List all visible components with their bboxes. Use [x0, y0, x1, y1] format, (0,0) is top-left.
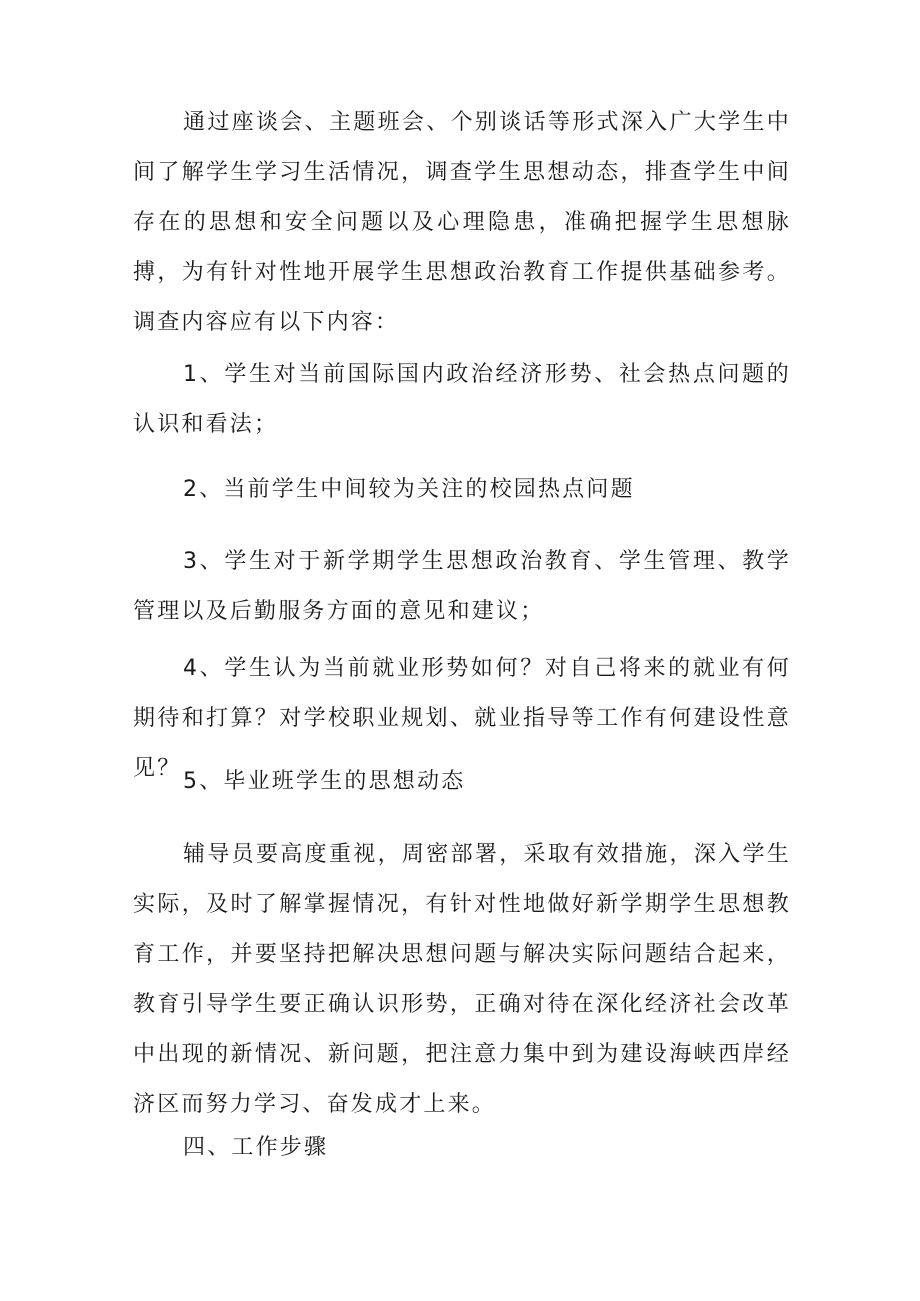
intro-paragraph: 通过座谈会、主题班会、个别谈话等形式深入广大学生中间了解学生学习生活情况，调查学生思想动态，排查学生中间存在的思想和安全问题以及心理隐患，准确把握学生思想脉搏，为有针对性地开展学生思想政治教育工作提供基础参考。调查内容应有以下内容： — [133, 110, 791, 335]
list-item: 2、当前学生中间较为关注的校园热点问题 — [183, 477, 635, 502]
list-item: 5、毕业班学生的思想动态 — [183, 769, 466, 794]
section-heading: 四、工作步骤 — [183, 1135, 329, 1160]
guidance-paragraph: 辅导员要高度重视，周密部署，采取有效措施，深入学生实际，及时了解掌握情况，有针对性地做好新学期学生思想教育工作，并要坚持把解决思想问题与解决实际问题结合起来，教育引导学生要正确认识形势，正确对待在深化经济社会改革中出现的新情况、新问题，把注意力集中到为建设海峡西岸经济区而努力学习、奋发成才上来。 — [133, 842, 791, 1117]
list-item: 1、学生对当前国际国内政治经济形势、社会热点问题的认识和看法； — [133, 362, 791, 437]
list-item: 4、学生认为当前就业形势如何？对自己将来的就业有何期待和打算？对学校职业规划、就业指导等工作有何建设性意见？ — [133, 656, 791, 781]
list-item: 3、学生对于新学期学生思想政治教育、学生管理、教学管理以及后勤服务方面的意见和建议； — [133, 549, 791, 624]
